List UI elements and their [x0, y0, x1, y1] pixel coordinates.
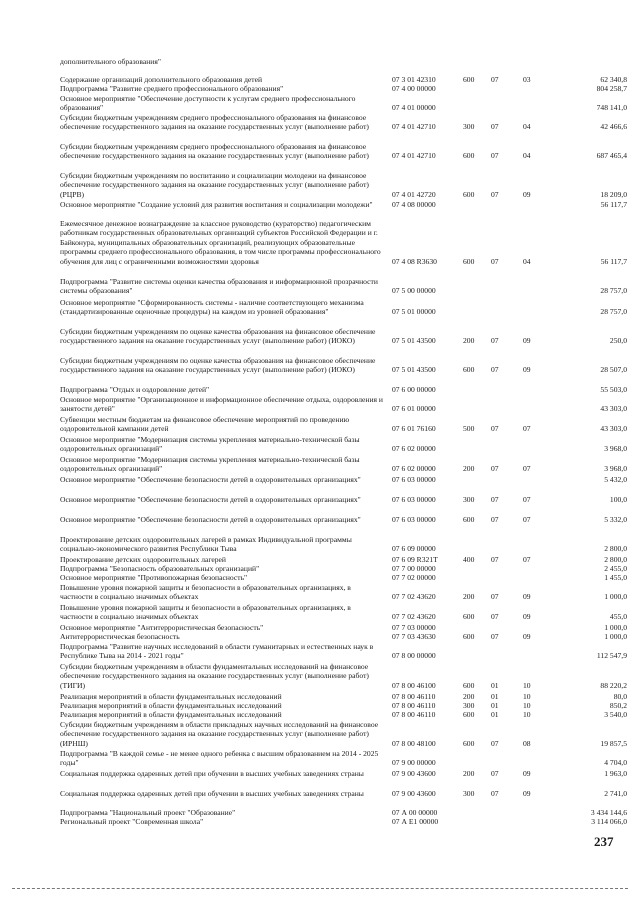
row-amount: 687 465,4 — [596, 151, 627, 161]
row-description: Проектирование детских оздоровительных лагерей — [60, 555, 226, 564]
row-expense-type: 300 — [463, 701, 475, 710]
row-expense-type: 600 — [463, 680, 475, 690]
row-description: Подпрограмма "Развитие среднего профессионального образования" — [60, 84, 284, 93]
row-expense-type: 500 — [463, 424, 475, 434]
row-section: 07 — [491, 555, 499, 564]
row-description: Подпрограмма "Развитие системы оценки качества образования и информационной прозрачности системы образования" — [60, 277, 378, 296]
row-section: 07 — [491, 515, 499, 524]
row-target-code: 07 4 01 42720 — [392, 189, 436, 199]
row-amount: 804 258,7 — [596, 84, 627, 93]
row-amount: 2 455,0 — [604, 564, 627, 573]
row-target-code: 07 5 00 00000 — [392, 286, 436, 296]
row-description: Основное мероприятие "Создание условий для развития воспитания и социализации молодежи" — [60, 200, 373, 209]
row-subsection: 10 — [523, 680, 531, 690]
row-target-code: 07 4 08 00000 — [392, 200, 436, 209]
row-target-code: 07 4 01 42710 — [392, 151, 436, 161]
row-section: 07 — [491, 75, 499, 84]
row-section: 07 — [491, 738, 499, 748]
row-description: Подпрограмма "Развитие научных исследований в области гуманитарных и естественных наук в Республике Тыва на 2014 - 2021 годы" — [60, 642, 374, 661]
row-expense-type: 600 — [463, 632, 475, 641]
row-section: 07 — [491, 151, 499, 161]
row-amount: 2 741,0 — [604, 789, 627, 798]
row-target-code: 07 7 00 00000 — [392, 564, 436, 573]
row-target-code: 07 5 01 43500 — [392, 336, 436, 346]
row-target-code: 07 А 00 00000 — [392, 808, 438, 817]
page-number: 237 — [594, 834, 614, 849]
row-expense-type: 600 — [463, 710, 475, 719]
row-expense-type: 300 — [463, 789, 475, 798]
row-subsection: 04 — [523, 122, 531, 132]
row-subsection: 07 — [523, 464, 531, 474]
row-target-code: 07 5 01 00000 — [392, 307, 436, 317]
row-subsection: 09 — [523, 336, 531, 346]
row-expense-type: 300 — [463, 122, 475, 132]
row-target-code: 07 4 01 00000 — [392, 103, 436, 113]
row-amount: 250,0 — [609, 336, 627, 346]
row-section: 07 — [491, 789, 499, 798]
row-section: 07 — [491, 256, 499, 266]
row-amount: 3 968,0 — [604, 464, 627, 474]
row-description: Субсидии бюджетным учреждениям среднего профессионального образования на финансовое обеспечение государственного задания на оказание государственных услуг (выполнение работ) — [60, 142, 369, 161]
row-amount: 42 466,6 — [600, 122, 627, 132]
row-description: Основное мероприятие "Организационное и информационное обеспечение отдыха, оздоровления и занятости детей" — [60, 395, 383, 414]
row-expense-type: 600 — [463, 612, 475, 622]
row-section: 07 — [491, 424, 499, 434]
row-amount: 2 800,0 — [604, 555, 627, 564]
row-section: 01 — [491, 692, 499, 701]
row-subsection: 07 — [523, 495, 531, 504]
row-subsection: 10 — [523, 701, 531, 710]
row-amount: 80,0 — [613, 692, 627, 701]
row-description: Субсидии бюджетным учреждениям в области прикладных научных исследований на финансовое обеспечение государственного задания на оказание государственных услуг (выполнение работ) (ИРНШ) — [60, 720, 379, 748]
row-amount: 112 547,9 — [596, 651, 627, 661]
row-section: 07 — [491, 122, 499, 132]
row-description: Подпрограмма "Отдых и оздоровление детей" — [60, 385, 210, 394]
row-amount: 5 432,0 — [604, 475, 627, 484]
row-description: Региональный проект "Современная школа" — [60, 817, 204, 826]
row-subsection: 04 — [523, 256, 531, 266]
row-amount: 62 340,8 — [600, 75, 627, 84]
row-subsection: 10 — [523, 710, 531, 719]
row-description: Социальная поддержка одаренных детей при обучении в высших учебных заведениях страны — [60, 789, 364, 798]
row-subsection: 08 — [523, 738, 531, 748]
row-description: Субвенции местным бюджетам на финансовое обеспечение мероприятий по проведению оздоровительной кампании детей — [60, 415, 350, 434]
row-section: 07 — [491, 612, 499, 622]
row-subsection: 03 — [523, 75, 531, 84]
row-amount: 28 757,0 — [600, 286, 627, 296]
row-target-code: 07 8 00 46110 — [392, 701, 436, 710]
row-description: Подпрограмма "В каждой семье - не менее одного ребенка с высшим образованием на 2014 - 2025 годы" — [60, 749, 379, 768]
row-section: 07 — [491, 365, 499, 375]
row-expense-type: 600 — [463, 151, 475, 161]
row-description: Реализация мероприятий в области фундаментальных исследований — [60, 701, 282, 710]
row-section: 01 — [491, 680, 499, 690]
row-amount: 56 117,7 — [600, 200, 627, 209]
row-section: 07 — [491, 189, 499, 199]
row-target-code: 07 9 00 43600 — [392, 769, 436, 778]
row-amount: 100,0 — [609, 495, 627, 504]
row-target-code: 07 5 01 43500 — [392, 365, 436, 375]
row-subsection: 09 — [523, 612, 531, 622]
row-amount: 88 220,2 — [600, 680, 627, 690]
row-target-code: 07 6 03 00000 — [392, 495, 436, 504]
row-amount: 19 857,5 — [600, 738, 627, 748]
row-amount: 43 303,0 — [600, 424, 627, 434]
row-target-code: 07 8 00 46110 — [392, 692, 436, 701]
row-description: Субсидии бюджетным учреждениям по воспитанию и социализации молодежи на финансовое обеспечение государственного задания на оказание государственных услуг (выполнение работ) (РЦРВ) — [60, 171, 369, 199]
row-target-code: 07 6 09 00000 — [392, 544, 436, 554]
row-section: 01 — [491, 701, 499, 710]
row-amount: 3 114 066,0 — [591, 817, 627, 826]
row-amount: 1 963,0 — [604, 769, 627, 778]
row-target-code: 07 6 02 00000 — [392, 444, 436, 454]
row-description: Основное мероприятие "Обеспечение безопасности детей в оздоровительных организациях" — [60, 475, 361, 484]
row-target-code: 07 9 00 43600 — [392, 789, 436, 798]
row-amount: 3 434 144,6 — [590, 808, 627, 817]
row-subsection: 04 — [523, 151, 531, 161]
row-description: Социальная поддержка одаренных детей при обучении в высших учебных заведениях страны — [60, 769, 364, 778]
row-target-code: 07 7 02 43620 — [392, 612, 436, 622]
row-section: 01 — [491, 710, 499, 719]
row-amount: 1 000,0 — [604, 592, 627, 602]
row-subsection: 09 — [523, 592, 531, 602]
row-description: Реализация мероприятий в области фундаментальных исследований — [60, 710, 282, 719]
row-description: Ежемесячное денежное вознаграждение за классное руководство (кураторство) педагогическим работникам государственных образовательных организаций субъектов Российской Федерации и г. Байконура, муниципальных образовательных организаций, реализующих образовательные программы среднего профессионального образования, в том числе программы профессионального обучения для лиц с ограниченными возможностями здоровья — [60, 219, 381, 266]
row-subsection: 07 — [523, 555, 531, 564]
row-target-code: 07 8 00 46100 — [392, 680, 436, 690]
row-section: 07 — [491, 632, 499, 641]
row-subsection: 07 — [523, 515, 531, 524]
row-expense-type: 600 — [463, 365, 475, 375]
row-description: Повышение уровня пожарной защиты и безопасности в образовательных организациях, в частности в социально значимых объектах — [60, 603, 351, 622]
row-target-code: 07 4 01 42710 — [392, 122, 436, 132]
row-amount: 1 455,0 — [604, 573, 627, 582]
row-amount: 28 757,0 — [600, 307, 627, 317]
row-amount: 5 332,0 — [604, 515, 627, 524]
row-subsection: 10 — [523, 692, 531, 701]
row-section: 07 — [491, 495, 499, 504]
row-target-code: 07 6 03 00000 — [392, 515, 436, 524]
row-expense-type: 300 — [463, 495, 475, 504]
row-expense-type: 600 — [463, 75, 475, 84]
row-description: Антитеррористическая безопасность — [60, 632, 180, 641]
row-expense-type: 600 — [463, 738, 475, 748]
row-amount: 2 800,0 — [604, 544, 627, 554]
row-expense-type: 200 — [463, 464, 475, 474]
row-amount: 455,0 — [609, 612, 627, 622]
row-subsection: 09 — [523, 769, 531, 778]
row-description: Подпрограмма "Национальный проект "Образование" — [60, 808, 236, 817]
row-subsection: 09 — [523, 189, 531, 199]
row-description: Субсидии бюджетным учреждениям среднего профессионального образования на финансовое обеспечение государственного задания на оказание государственных услуг (выполнение работ) — [60, 113, 369, 132]
row-section: 07 — [491, 592, 499, 602]
row-expense-type: 200 — [463, 336, 475, 346]
row-target-code: 07 3 01 42310 — [392, 75, 436, 84]
row-subsection: 09 — [523, 789, 531, 798]
row-description: Основное мероприятие "Обеспечение безопасности детей в оздоровительных организациях" — [60, 495, 361, 504]
row-target-code: 07 9 00 00000 — [392, 758, 436, 768]
row-target-code: 07 4 08 R3630 — [392, 256, 437, 266]
row-description: Проектирование детских оздоровительных лагерей в рамках Индивидуальной программы социально-экономического развития Республики Тыва — [60, 535, 352, 554]
row-description: Реализация мероприятий в области фундаментальных исследований — [60, 692, 282, 701]
row-target-code: 07 7 03 43630 — [392, 632, 436, 641]
row-amount: 56 117,7 — [600, 256, 627, 266]
row-description: Повышение уровня пожарной защиты и безопасности в образовательных организациях, в частности в социально значимых объектах — [60, 583, 351, 602]
row-target-code: 07 7 02 43620 — [392, 592, 436, 602]
row-description: Основное мероприятие "Обеспечение безопасности детей в оздоровительных организациях" — [60, 515, 361, 524]
row-description: Подпрограмма "Безопасность образовательных организаций" — [60, 564, 260, 573]
row-amount: 748 141,0 — [596, 103, 627, 113]
row-expense-type: 600 — [463, 189, 475, 199]
row-expense-type: 200 — [463, 769, 475, 778]
row-description: Основное мероприятие "Сформированность системы - наличие соответствующего механизма (стандартизированные оценочные процедуры) на каждом из уровней образования" — [60, 298, 364, 317]
row-amount: 18 209,0 — [600, 189, 627, 199]
row-subsection: 09 — [523, 632, 531, 641]
row-target-code: 07 6 00 00000 — [392, 385, 436, 394]
footer-dashed-rule — [12, 888, 628, 889]
row-expense-type: 600 — [463, 256, 475, 266]
row-amount: 43 303,0 — [600, 404, 627, 414]
row-description: Субсидии бюджетным учреждениям в области фундаментальных исследований на финансовое обеспечение государственного задания на оказание государственных услуг (выполнение работ) (ТИГИ) — [60, 662, 369, 690]
row-description: Содержание организаций дополнительного образования детей — [60, 75, 263, 84]
row-target-code: 07 8 00 46110 — [392, 710, 436, 719]
row-target-code: 07 6 03 00000 — [392, 475, 436, 484]
row-amount: 55 503,0 — [600, 385, 627, 394]
row-target-code: 07 4 00 00000 — [392, 84, 436, 93]
row-description: Субсидии бюджетным учреждениям по оценке качества образования на финансовое обеспечение государственного задания на оказание государственных услуг (выполнение работ) (ИОКО) — [60, 327, 376, 346]
row-amount: 3 540,0 — [604, 710, 627, 719]
row-amount: 850,2 — [609, 701, 627, 710]
row-expense-type: 200 — [463, 592, 475, 602]
row-target-code: 07 6 01 00000 — [392, 404, 436, 414]
row-amount: 28 507,0 — [600, 365, 627, 375]
row-section: 07 — [491, 336, 499, 346]
row-amount: 3 968,0 — [604, 444, 627, 454]
row-amount: 4 704,0 — [604, 758, 627, 768]
row-expense-type: 400 — [463, 555, 475, 564]
row-target-code: 07 А Е1 00000 — [392, 817, 439, 826]
row-expense-type: 600 — [463, 515, 475, 524]
row-target-code: 07 6 01 76160 — [392, 424, 436, 434]
row-section: 07 — [491, 769, 499, 778]
row-expense-type: 200 — [463, 692, 475, 701]
row-target-code: 07 7 03 00000 — [392, 623, 436, 632]
row-target-code: 07 6 09 R321T — [392, 555, 438, 564]
row-description: Основное мероприятие "Обеспечение доступности к услугам среднего профессионального образования" — [60, 94, 356, 113]
row-description: Основное мероприятие "Противопожарная безопасность" — [60, 573, 248, 582]
row-target-code: 07 8 00 48100 — [392, 738, 436, 748]
row-section: 07 — [491, 464, 499, 474]
row-description: Основное мероприятие "Модернизация системы укрепления материально-технической базы оздоровительных организаций" — [60, 435, 360, 454]
row-subsection: 09 — [523, 365, 531, 375]
row-target-code: 07 7 02 00000 — [392, 573, 436, 582]
row-amount: 1 000,0 — [604, 632, 627, 641]
row-description: Основное мероприятие "Модернизация системы укрепления материально-технической базы оздоровительных организаций" — [60, 455, 360, 474]
row-amount: 1 000,0 — [604, 623, 627, 632]
row-target-code: 07 8 00 00000 — [392, 651, 436, 661]
row-target-code: 07 6 02 00000 — [392, 464, 436, 474]
row-description: Субсидии бюджетным учреждениям по оценке качества образования на финансовое обеспечение государственного задания на оказание государственных услуг (выполнение работ) (ИОКО) — [60, 356, 376, 375]
row-description: дополнительного образования" — [60, 57, 161, 66]
row-subsection: 07 — [523, 424, 531, 434]
row-description: Основное мероприятие "Антитеррористическая безопасность" — [60, 623, 264, 632]
